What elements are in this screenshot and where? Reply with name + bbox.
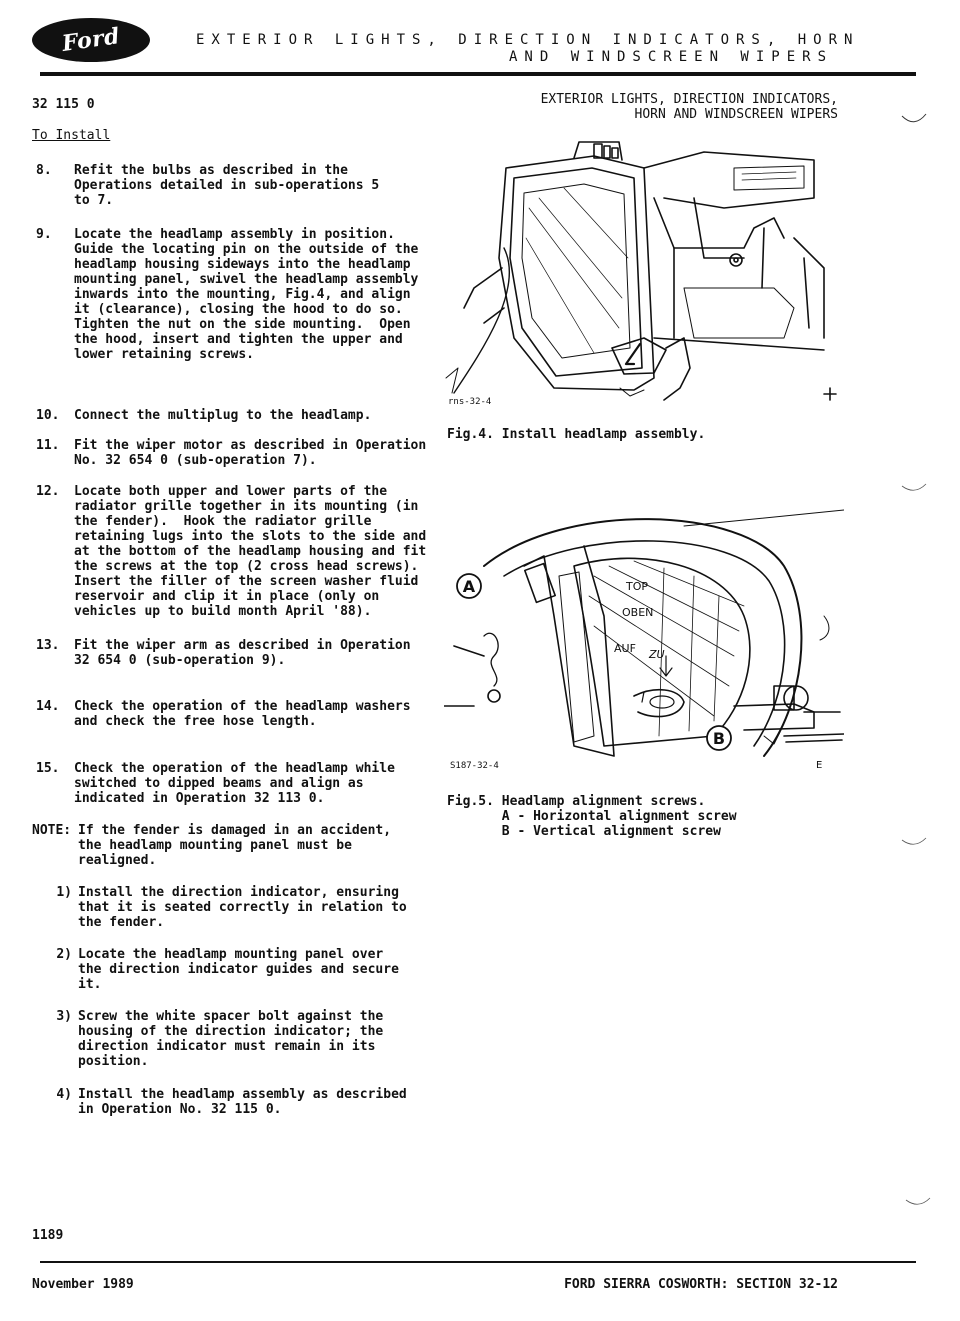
step-number: 10. <box>36 408 60 423</box>
fig5-alignment-screws-illustration <box>444 506 844 776</box>
note-label: NOTE: <box>32 823 72 838</box>
header-rule <box>40 72 916 76</box>
substep-text: Install the headlamp assembly as described in Operation No. 32 115 0. <box>78 1087 407 1117</box>
substep-number: 2) <box>56 947 72 962</box>
step-number: 14. <box>36 699 60 714</box>
ford-logo <box>32 18 150 62</box>
step-number: 11. <box>36 438 60 453</box>
fig5-label-a: A <box>462 577 476 596</box>
substep-text: Screw the white spacer bolt against the housing of the direction indicator; the direction indicator must remain in its position. <box>78 1009 384 1069</box>
fig5-label-b: B <box>712 729 726 748</box>
footer-rule <box>40 1261 916 1263</box>
fig4-headlamp-install-illustration <box>444 138 844 408</box>
substep-number: 3) <box>56 1009 72 1024</box>
fig5-caption: Fig.5. Headlamp alignment screws. A - Horizontal alignment screw B - Vertical alignment screw <box>447 794 737 839</box>
step-text: Refit the bulbs as described in the Operations detailed in sub-operations 5 to 7. <box>74 163 380 208</box>
step-text: Check the operation of the headlamp while switched to dipped beams and align as indicated in Operation 32 113 0. <box>74 761 395 806</box>
step-number: 15. <box>36 761 60 776</box>
fig5-label-top: TOP <box>626 580 649 593</box>
margin-tick-icon <box>900 836 930 850</box>
fig5-label-oben: OBEN <box>622 606 654 619</box>
substep-number: 4) <box>56 1087 72 1102</box>
fig4-code: rns-32-4 <box>448 397 492 407</box>
fig5-code: S187-32-4 <box>450 761 499 771</box>
step-text: Locate both upper and lower parts of the radiator grille together in its mounting (in the fender). Hook the radiator grille retaining lugs into the slots to the side and at the bottom of the headlamp housing and fit the screws at the top (2 cross head screws). Insert the filler of the screen washer fluid reservoir and clip it in place (only on vehicles up to build month April '88). <box>74 484 427 619</box>
right-column-title: EXTERIOR LIGHTS, DIRECTION INDICATORS, HORN AND WINDSCREEN WIPERS <box>540 92 838 122</box>
substep-text: Locate the headlamp mounting panel over the direction indicator guides and secure it. <box>78 947 399 992</box>
fig5-label-zu: ZU <box>649 648 665 661</box>
substep-text: Install the direction indicator, ensuring that it is seated correctly in relation to the fender. <box>78 885 407 930</box>
step-text: Connect the multiplug to the headlamp. <box>74 408 372 423</box>
header-title-line1: EXTERIOR LIGHTS, DIRECTION INDICATORS, HORN <box>196 32 860 48</box>
note-text: If the fender is damaged in an accident, the headlamp mounting panel must be realigned. <box>78 823 392 868</box>
margin-tick-icon <box>904 1196 934 1210</box>
step-text: Locate the headlamp assembly in position. Guide the locating pin on the outside of the headlamp housing sideways into the headlamp mounting panel, swivel the headlamp assembly inwards into the mounting, Fig.4, and align it (clearance), closing the hood to do so. Tighten the nut on the side mounting. Open the hood, insert and tighten the upper and lower retaining screws. <box>74 227 419 362</box>
step-number: 12. <box>36 484 60 499</box>
section-heading: To Install <box>32 128 111 143</box>
footer-date: November 1989 <box>32 1277 134 1292</box>
fig4-caption: Fig.4. Install headlamp assembly. <box>447 427 706 442</box>
substep-number: 1) <box>56 885 72 900</box>
margin-tick-icon <box>900 482 930 496</box>
step-text: Fit the wiper arm as described in Operation 32 654 0 (sub-operation 9). <box>74 638 411 668</box>
ford-logo-text: Ford <box>60 23 122 57</box>
step-number: 8. <box>36 163 52 178</box>
header-title-line2: AND WINDSCREEN WIPERS <box>509 49 834 65</box>
step-number: 9. <box>36 227 52 242</box>
step-text: Check the operation of the headlamp washers and check the free hose length. <box>74 699 411 729</box>
page-number: 1189 <box>32 1228 64 1243</box>
step-number: 13. <box>36 638 60 653</box>
fig5-label-auf: AUF <box>614 642 636 655</box>
operation-number: 32 115 0 <box>32 97 95 112</box>
margin-tick-icon <box>900 112 930 126</box>
step-text: Fit the wiper motor as described in Operation No. 32 654 0 (sub-operation 7). <box>74 438 427 468</box>
fig5-label-e: E <box>816 760 823 771</box>
footer-section: FORD SIERRA COSWORTH: SECTION 32-12 <box>564 1277 838 1292</box>
